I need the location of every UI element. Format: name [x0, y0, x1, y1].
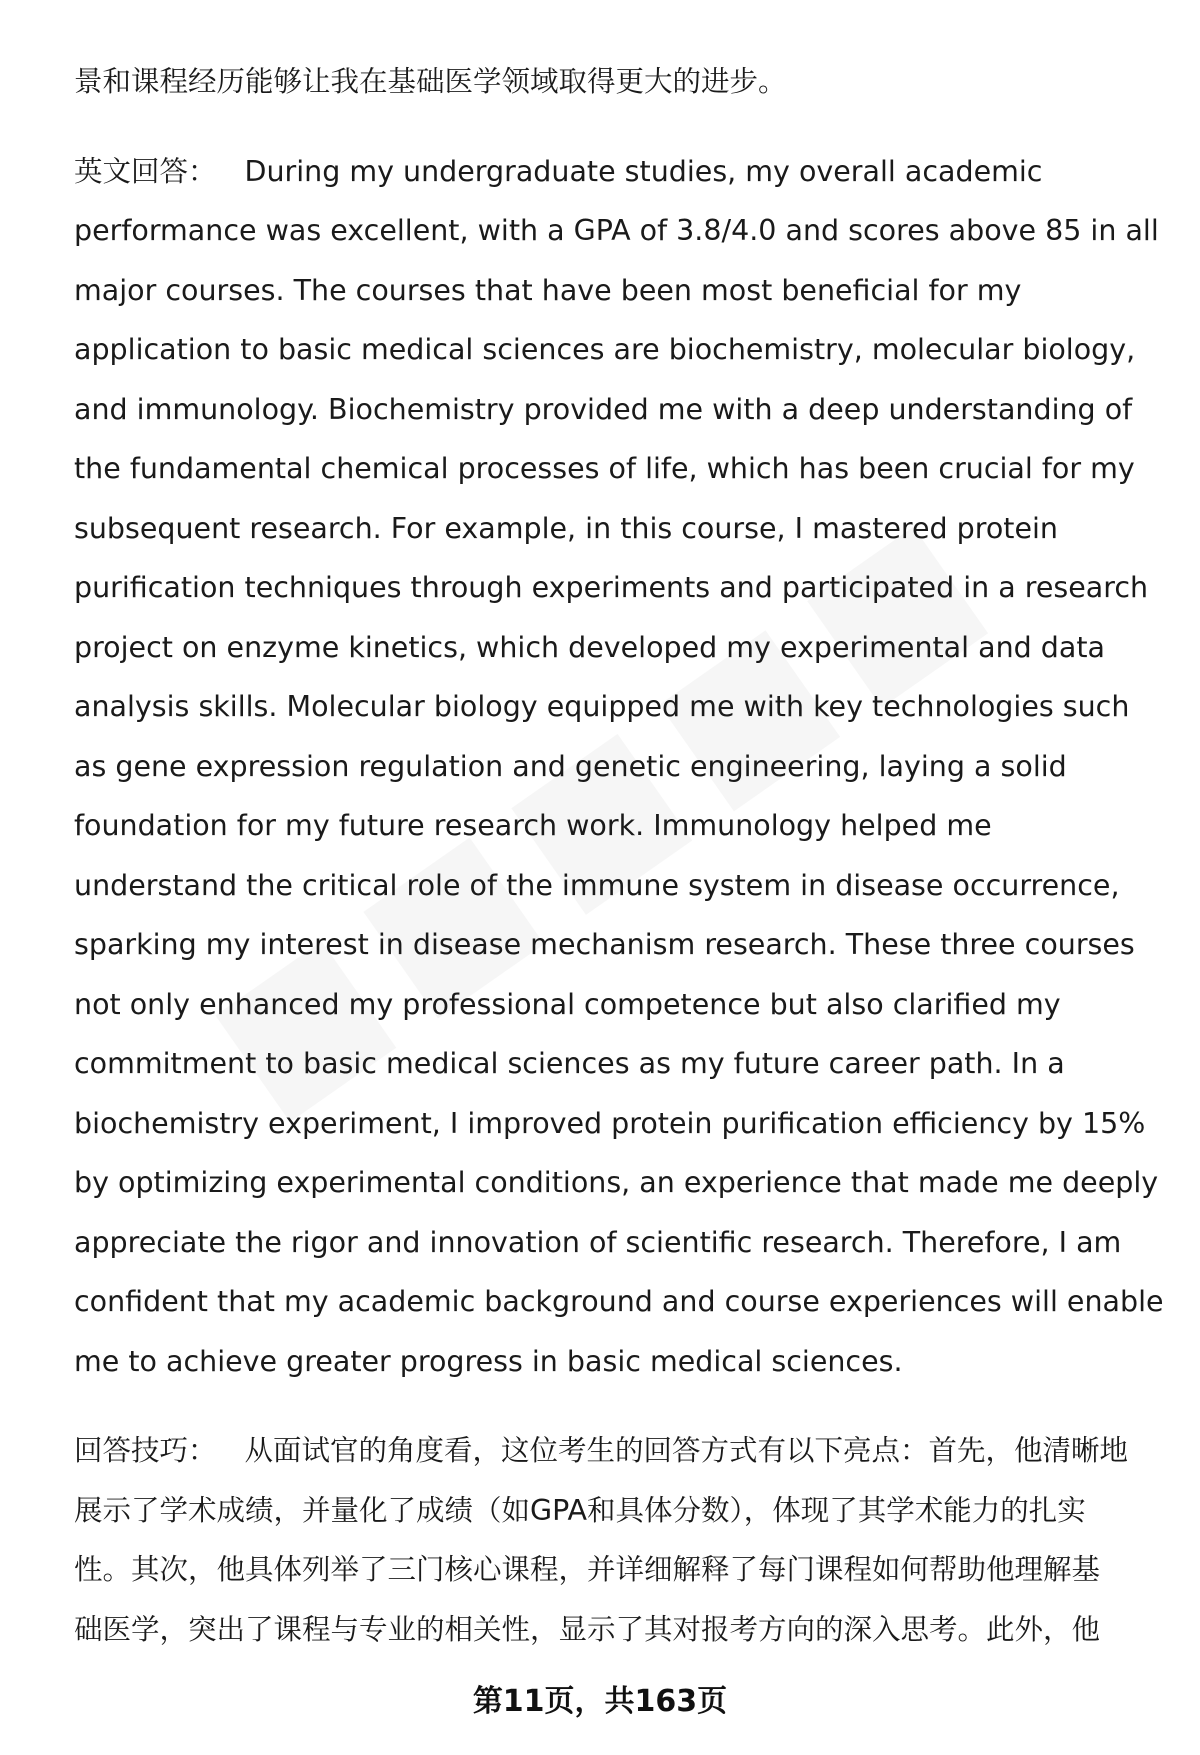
paragraph-gap — [74, 112, 1164, 142]
english-answer-text: During my undergraduate studies, my overall academic — [244, 154, 1043, 188]
paragraph-gap — [74, 1391, 1164, 1421]
intro-paragraph-tail — [74, 52, 1164, 112]
tips-line: 础医学，突出了课程与专业的相关性，显示了其对报考方向的深入思考。此外，他 — [74, 1612, 1101, 1646]
english-answer-line: sparking my interest in disease mechanism research. These three courses — [74, 928, 1135, 961]
english-answer-line: confident that my academic background and course experiences will enable — [74, 1285, 1164, 1318]
tips-line: 性。其次，他具体列举了三门核心课程，并详细解释了每门课程如何帮助他理解基 — [74, 1553, 1101, 1586]
english-answer-line: appreciate the rigor and innovation of scientific research. Therefore, I am — [74, 1225, 1122, 1259]
english-answer-line: project on enzyme kinetics, which developed my experimental and data — [74, 630, 1105, 664]
tips-text: 从面试官的角度看，这位考生的回答方式有以下亮点：首先，他清晰地 — [244, 1434, 1129, 1467]
tips-line-1 — [74, 1421, 1164, 1481]
english-answer-line-1 — [74, 142, 1164, 202]
english-answer-line: commitment to basic medical sciences as my future career path. In a — [74, 1047, 1065, 1080]
english-answer-line: biochemistry experiment, I improved protein purification efficiency by 15% — [74, 1106, 1146, 1140]
english-answer-line: foundation for my future research work. Immunology helped me — [74, 809, 992, 842]
english-answer-line: me to achieve greater progress in basic medical sciences. — [74, 1344, 903, 1378]
page-number-footer: 第11页，共163页 — [472, 1684, 728, 1719]
english-answer-paragraph — [74, 142, 1164, 1392]
english-answer-line: understand the critical role of the immune system in disease occurrence, — [74, 868, 1120, 902]
english-answer-line: analysis skills. Molecular biology equipped me with key technologies such — [74, 690, 1130, 723]
english-answer-line: the fundamental chemical processes of life, which has been crucial for my — [74, 452, 1135, 485]
intro-line: 景和课程经历能够让我在基础医学领域取得更大的进步。 — [74, 65, 787, 98]
english-answer-line: not only enhanced my professional competence but also clarified my — [74, 987, 1061, 1021]
english-answer-line: as gene expression regulation and genetic engineering, laying a solid — [74, 749, 1067, 783]
english-answer-line: subsequent research. For example, in this course, I mastered protein — [74, 511, 1058, 545]
page-content — [74, 52, 1164, 1659]
english-answer-line: and immunology. Biochemistry provided me with a deep understanding of — [74, 392, 1133, 426]
tips-label: 回答技巧： — [74, 1434, 217, 1467]
english-answer-line: major courses. The courses that have been most beneficial for my — [74, 273, 1022, 307]
tips-line: 展示了学术成绩，并量化了成绩（如GPA和具体分数），体现了其学术能力的扎实 — [74, 1493, 1086, 1527]
english-answer-line: by optimizing experimental conditions, an experience that made me deeply — [74, 1166, 1159, 1199]
english-answer-label: 英文回答： — [74, 154, 217, 188]
english-answer-line: performance was excellent, with a GPA of 3.8/4.0 and scores above 85 in all — [74, 214, 1159, 247]
english-answer-line: purification techniques through experiments and participated in a research — [74, 571, 1149, 604]
tips-paragraph — [74, 1421, 1164, 1659]
english-answer-line: application to basic medical sciences are biochemistry, molecular biology, — [74, 333, 1136, 366]
